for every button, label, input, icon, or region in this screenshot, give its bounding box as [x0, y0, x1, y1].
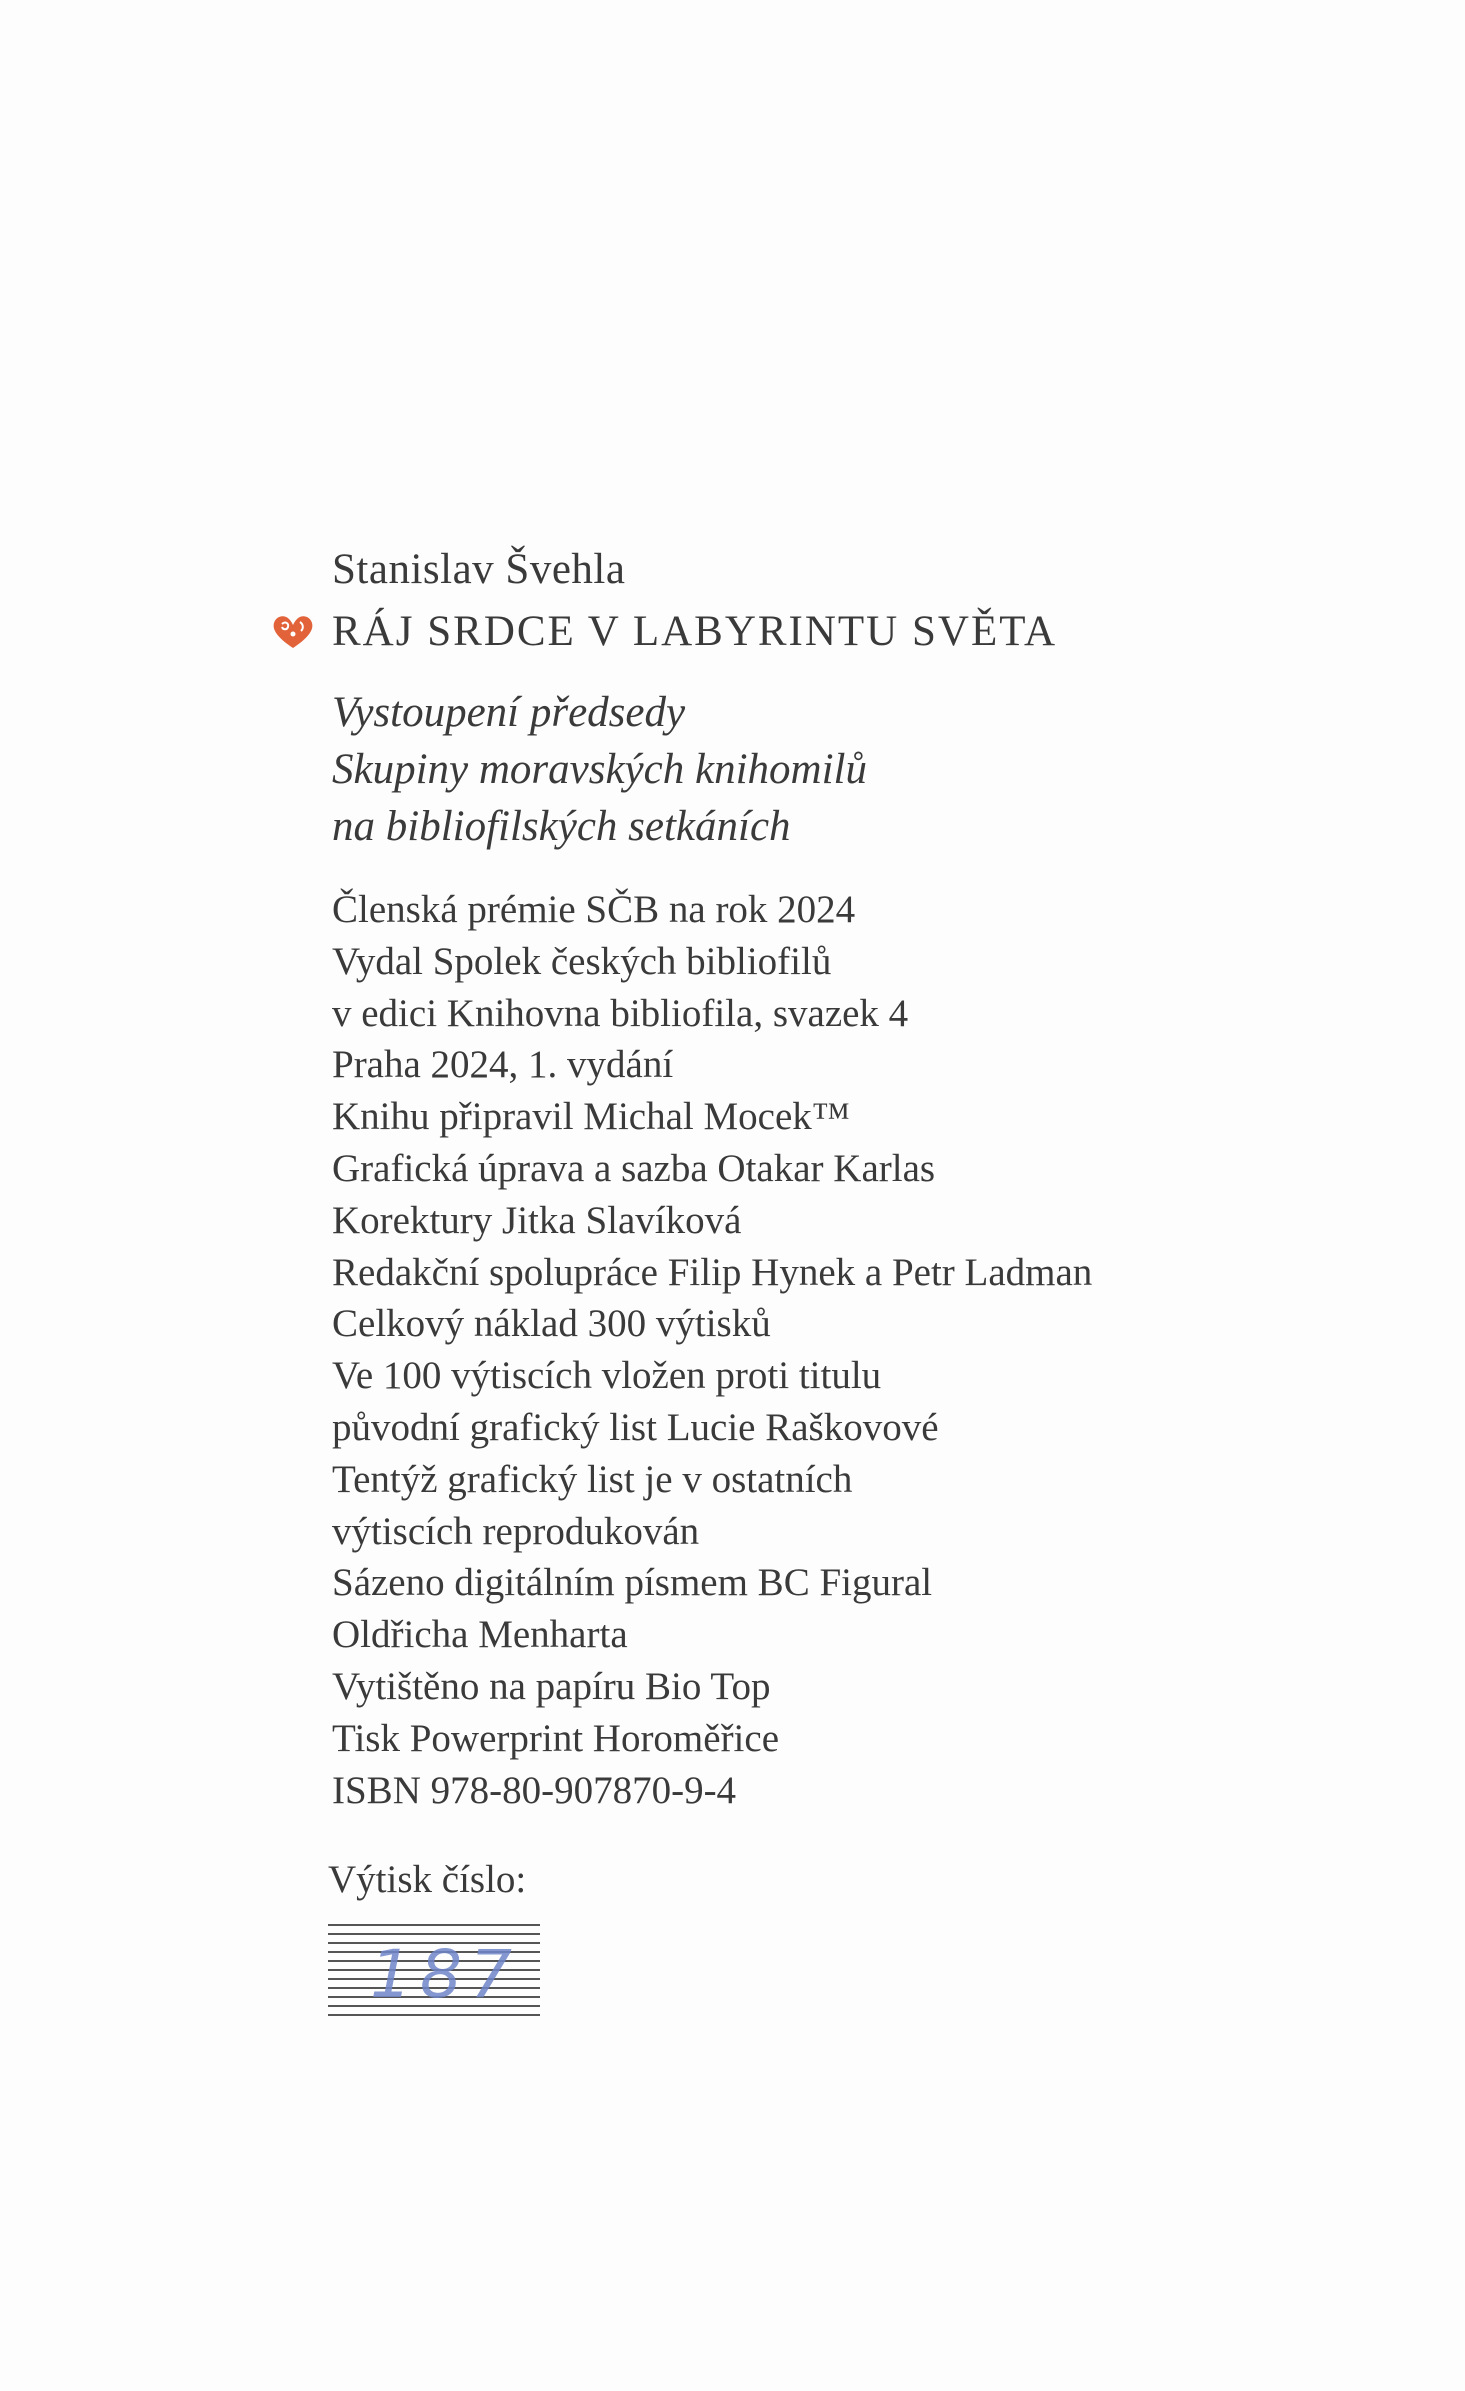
colophon-line: původní grafický list Lucie Raškovové: [332, 1405, 939, 1449]
copy-number-field: [328, 1924, 540, 2020]
copy-number-label: Výtisk číslo:: [328, 1858, 527, 1901]
colophon-line: Oldřicha Menharta: [332, 1613, 628, 1657]
subtitle-line: na bibliofilských setkáních: [332, 803, 791, 850]
subtitle-line: Vystoupení předsedy: [332, 689, 686, 736]
title-row: [270, 600, 1057, 664]
colophon-line: Praha 2024, 1. vydání: [332, 1043, 674, 1087]
colophon-line: Ve 100 výtiscích vložen proti titulu: [332, 1354, 882, 1398]
author-name: Stanislav Švehla: [332, 546, 626, 593]
heart-ornament-icon: [270, 612, 316, 652]
field-rule: [328, 1933, 540, 1935]
colophon-line: Tisk Powerprint Horoměřice: [332, 1716, 780, 1760]
subtitle-line: Skupiny moravských knihomilů: [332, 746, 867, 793]
book-title: RÁJ SRDCE V LABYRINTU SVĚTA: [332, 608, 1058, 655]
colophon-line: v edici Knihovna bibliofila, svazek 4: [332, 991, 909, 1035]
colophon-text: [332, 884, 1232, 1816]
colophon-line: Grafická úprava a sazba Otakar Karlas: [332, 1146, 936, 1190]
colophon-line: Knihu připravil Michal Mocek™: [332, 1095, 851, 1139]
colophon-line: Redakční spolupráce Filip Hynek a Petr Ladman: [332, 1250, 1093, 1294]
colophon-line: Vydal Spolek českých bibliofilů: [332, 939, 832, 983]
colophon-line: Korektury Jitka Slavíková: [332, 1198, 742, 1242]
colophon-line: Vytištěno na papíru Bio Top: [332, 1664, 771, 1708]
colophon-line: výtiscích reprodukován: [332, 1509, 700, 1553]
colophon-line: Tentýž grafický list je v ostatních: [332, 1457, 853, 1501]
field-rule: [328, 1924, 540, 1926]
colophon-line: ISBN 978-80-907870-9-4: [332, 1768, 737, 1812]
copy-number-handwritten: 187: [370, 1936, 520, 2013]
subtitle: [332, 684, 1232, 855]
colophon-line: Sázeno digitálním písmem BC Figural: [332, 1561, 933, 1605]
colophon-line: Celkový náklad 300 výtisků: [332, 1302, 771, 1346]
field-rule: [328, 2014, 540, 2016]
colophon-line: Členská prémie SČB na rok 2024: [332, 888, 856, 931]
